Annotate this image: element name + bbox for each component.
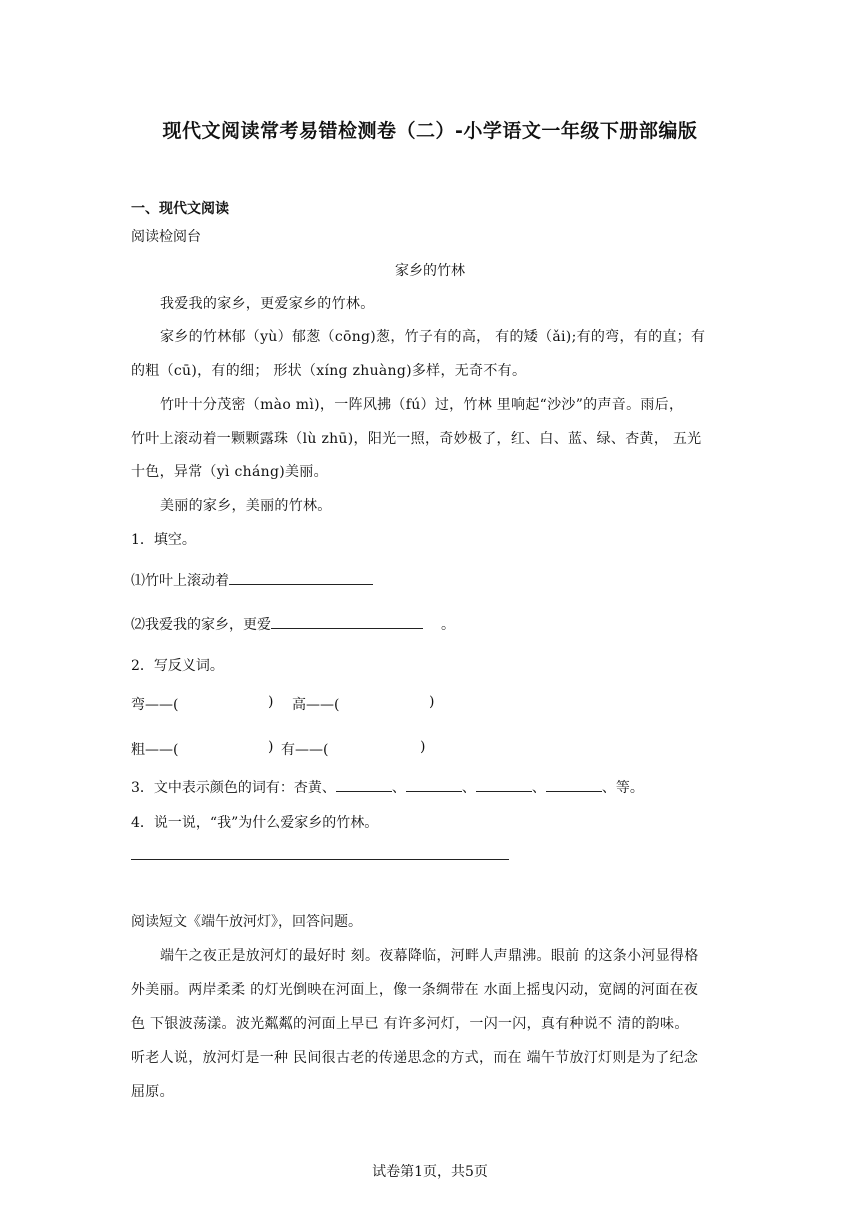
question-1-2-text: ⑵我爱我的家乡，更爱 [131, 617, 271, 633]
answer-blank[interactable] [546, 777, 602, 792]
page-footer: 试卷第1页，共5页 [372, 1164, 488, 1180]
page-title: 现代文阅读常考易错检测卷（二）-小学语文一年级下册部编版 [162, 120, 698, 142]
question-1-1 [131, 570, 373, 590]
question-1-2-end: 。 [441, 617, 455, 633]
antonym-you: 有——( [281, 742, 329, 758]
antonym-gao-close: ) [429, 694, 435, 710]
question-3-end: 、等。 [601, 780, 644, 796]
question-4: 4．说一说，“我”为什么爱家乡的竹林。 [131, 815, 379, 831]
passage2-line-1: 端午之夜正是放河灯的最好时 刻。夜幕降临，河畔人声鼎沸。眼前 的这条小河显得格 [160, 948, 699, 964]
question-3 [131, 777, 644, 797]
answer-blank[interactable] [271, 614, 423, 629]
answer-line[interactable] [131, 859, 509, 860]
passage1-paragraph-4: 美丽的家乡，美丽的竹林。 [160, 498, 332, 514]
antonym-gao: 高——( [292, 697, 340, 713]
question-2: 2．写反义词。 [131, 658, 224, 674]
separator: 、 [461, 780, 476, 796]
passage1-intro: 阅读检阅台 [131, 229, 201, 245]
passage1-paragraph-3-line-2: 竹叶上滚动着一颗颗露珠（lù zhū)，阳光一照，奇妙极了，红、白、蓝、绿、杏黄， 五光 [131, 431, 702, 447]
passage1-paragraph-2-line-2: 的粗（cū)，有的细； 形状（xíng zhuàng)多样，无奇不有。 [131, 363, 527, 379]
answer-blank[interactable] [406, 777, 462, 792]
answer-blank[interactable] [476, 777, 532, 792]
antonym-wan-close: ) [268, 694, 274, 710]
passage2-line-3: 色 下银波荡漾。波光粼粼的河面上早已 有许多河灯，一闪一闪，真有种说不 清的韵味。 [131, 1016, 689, 1032]
passage2-intro: 阅读短文《端午放河灯》，回答问题。 [131, 914, 362, 930]
passage2-line-4: 听老人说，放河灯是一种 民间很古老的传递思念的方式，而在 端午节放汀灯则是为了纪念 [131, 1050, 699, 1066]
question-1-1-text: ⑴竹叶上滚动着 [131, 573, 229, 589]
passage1-paragraph-3-line-3: 十色，异常（yì cháng)美丽。 [131, 464, 328, 480]
passage2-line-2: 外美丽。两岸柔柔 的灯光倒映在河面上，像一条绸带在 水面上摇曳闪动，宽阔的河面在夜 [131, 982, 699, 998]
passage1-paragraph-1: 我爱我的家乡，更爱家乡的竹林。 [160, 296, 375, 312]
separator: 、 [391, 780, 406, 796]
separator: 、 [531, 780, 546, 796]
antonym-cu: 粗——( [131, 742, 179, 758]
question-3-text: 3．文中表示颜色的词有：杏黄、 [131, 780, 336, 796]
passage2-line-5: 屈原。 [131, 1084, 174, 1100]
antonym-you-close: ) [420, 739, 426, 755]
question-1-2 [131, 614, 455, 634]
question-1: 1．填空。 [131, 532, 196, 548]
answer-blank[interactable] [336, 777, 392, 792]
section-heading: 一、现代文阅读 [131, 201, 229, 217]
antonym-cu-close: ) [268, 739, 274, 755]
passage1-paragraph-2-line-1: 家乡的竹林郁（yù）郁葱（cōng)葱，竹子有的高， 有的矮（ǎi);有的弯，有的直；有 [160, 329, 706, 345]
passage1-heading: 家乡的竹林 [395, 263, 465, 279]
passage1-paragraph-3-line-1: 竹叶十分茂密（mào mì)，一阵风拂（fú）过，竹林 里响起“沙沙”的声音。雨后， [160, 397, 684, 413]
answer-blank[interactable] [229, 570, 373, 585]
antonym-wan: 弯——( [131, 697, 179, 713]
